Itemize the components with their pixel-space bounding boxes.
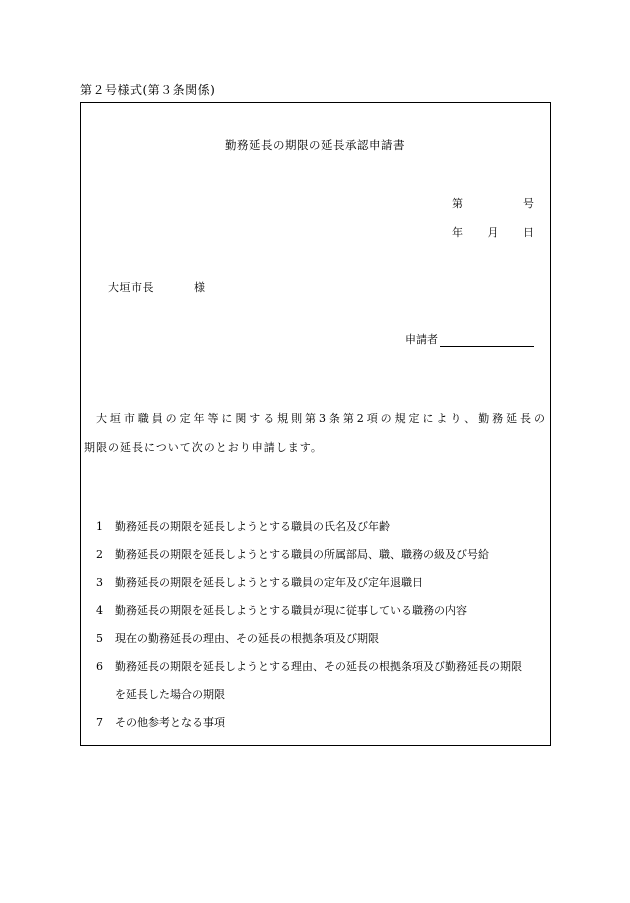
item-text: 勤務延長の期限を延長しようとする職員の所属部局、職、職務の級及び号給: [115, 548, 489, 561]
item-text: 現在の勤務延長の理由、その延長の根拠条項及び期限: [115, 632, 379, 645]
item-text: 勤務延長の期限を延長しようとする職員の定年及び定年退職日: [115, 576, 423, 589]
item-text-wrap: [115, 653, 546, 709]
date-line: [452, 224, 534, 240]
body-text: [84, 404, 546, 462]
item-number: 3: [96, 576, 103, 589]
applicant-label: 申請者: [405, 333, 438, 346]
date-month: 月: [487, 226, 499, 239]
list-item: [96, 625, 546, 653]
list-item: [96, 513, 546, 541]
date-day: 日: [523, 226, 534, 239]
item-text-continuation: を延長した場合の期限: [115, 688, 225, 701]
document-title: 勤務延長の期限の延長承認申請書: [225, 138, 405, 152]
item-list: [96, 513, 546, 737]
body-line-2: 期限の延長について次のとおり申請します。: [84, 441, 323, 454]
applicant-signature-line: [440, 334, 534, 347]
addressee-name: 大垣市長: [108, 281, 154, 294]
applicant-field: [405, 331, 534, 347]
item-text: 勤務延長の期限を延長しようとする理由、その延長の根拠条項及び勤務延長の期限: [115, 660, 522, 673]
list-item: [96, 653, 546, 709]
item-number: 5: [96, 632, 103, 645]
addressee-honorific: 様: [194, 281, 206, 294]
number-prefix: 第: [452, 197, 463, 210]
item-number: 6: [96, 660, 103, 673]
list-item: [96, 569, 546, 597]
item-number: 1: [96, 520, 103, 533]
number-suffix: 号: [523, 197, 534, 210]
item-text: 勤務延長の期限を延長しようとする職員が現に従事している職務の内容: [115, 604, 467, 617]
item-text: 勤務延長の期限を延長しようとする職員の氏名及び年齢: [115, 520, 390, 533]
date-year: 年: [452, 226, 463, 239]
list-item: [96, 709, 546, 737]
item-number: 4: [96, 604, 103, 617]
document-number-line: [452, 195, 534, 211]
item-text: その他参考となる事項: [115, 716, 225, 729]
list-item: [96, 597, 546, 625]
form-label: 第２号様式(第３条関係): [80, 83, 216, 97]
addressee: [108, 279, 206, 295]
body-line-1: 大垣市職員の定年等に関する規則第3条第2項の規定により、勤務延長の: [96, 412, 546, 425]
item-number: 2: [96, 548, 103, 561]
list-item: [96, 541, 546, 569]
item-number: 7: [96, 716, 103, 729]
